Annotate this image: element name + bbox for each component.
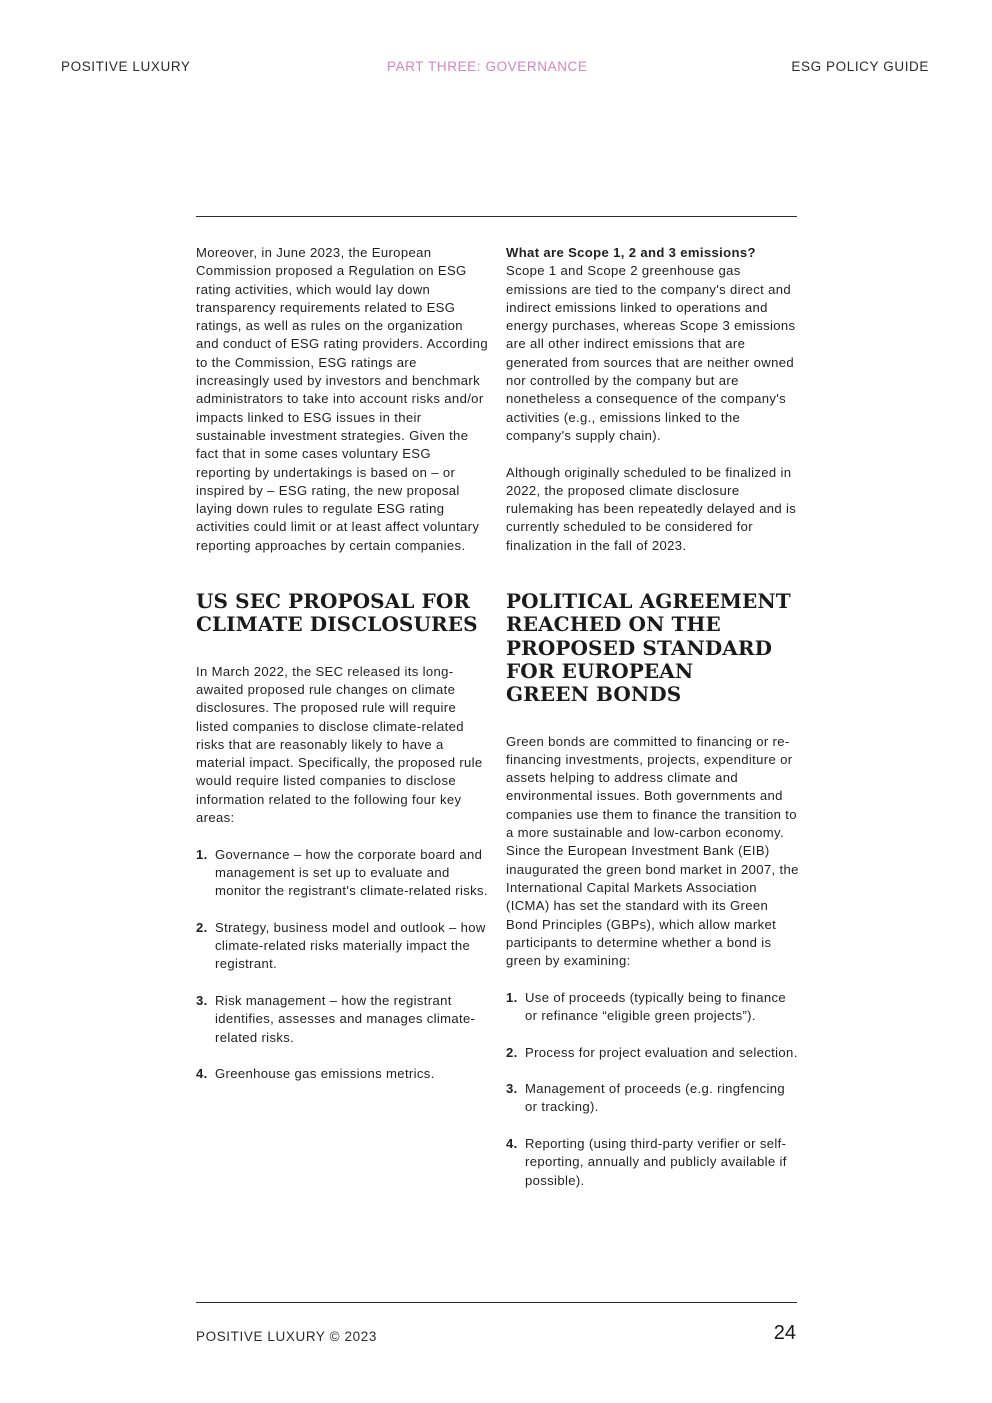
list-text: Risk management – how the registrant identifies, assesses and manages climate-related risks. — [215, 992, 476, 1045]
header-document-title: ESG POLICY GUIDE — [791, 59, 929, 74]
left-column — [196, 244, 488, 1102]
list-text: Process for project evaluation and selection. — [525, 1044, 798, 1060]
list-item — [196, 1065, 488, 1083]
page-number: 24 — [773, 1322, 796, 1344]
list-item — [506, 989, 800, 1026]
section-heading-green-bonds — [506, 590, 800, 706]
sec-section-paragraph: In March 2022, the SEC released its long-awaited proposed rule changes on climate disclosures. The proposed rule will require listed companies to disclose climate-related risks that are reasonably likely to have a material impact. Specifically, the proposed rule would require listed companies to disclose information related to the following four key areas: — [196, 663, 483, 826]
heading-line: POLITICAL AGREEMENT — [506, 589, 791, 614]
bottom-divider — [196, 1302, 797, 1303]
heading-line: FOR EUROPEAN — [506, 658, 694, 683]
list-item — [506, 1080, 800, 1117]
intro-paragraph: Moreover, in June 2023, the European Commission proposed a Regulation on ESG rating activities, which would lay down transparency requirements related to ESG ratings, as well as rules on the organization and conduct of ESG rating providers. According to the Commission, ESG ratings are increasingly used by investors and benchmark administrators to take into account risks and/or impacts linked to ESG issues in their sustainable investment strategies. Given the fact that in some cases voluntary ESG reporting by undertakings is based on – or inspired by – ESG rating, the new proposal laying down rules to regulate ESG rating activities could limit or at least affect voluntary reporting approaches by certain companies. — [196, 245, 488, 553]
heading-line: PROPOSED STANDARD — [506, 635, 773, 660]
list-item — [196, 919, 488, 974]
list-number: 3. — [196, 992, 208, 1008]
list-number: 1. — [196, 846, 208, 862]
section-heading-us-sec — [196, 590, 488, 637]
list-text: Greenhouse gas emissions metrics. — [215, 1066, 435, 1082]
top-divider — [196, 216, 797, 217]
right-column — [506, 244, 800, 1208]
header-section-title: PART THREE: GOVERNANCE — [387, 59, 588, 74]
list-number: 3. — [506, 1081, 518, 1097]
heading-line: US SEC PROPOSAL FOR — [196, 589, 471, 614]
header-brand: POSITIVE LUXURY — [61, 59, 191, 74]
list-item — [196, 846, 488, 901]
list-item — [506, 1135, 800, 1190]
heading-line: REACHED ON THE — [506, 612, 721, 637]
list-item — [506, 1044, 800, 1062]
list-text: Reporting (using third-party verifier or self-reporting, annually and publicly available if possible). — [525, 1136, 787, 1188]
list-number: 4. — [196, 1066, 208, 1082]
scope-question-title: What are Scope 1, 2 and 3 emissions? — [506, 245, 756, 260]
list-number: 1. — [506, 989, 518, 1005]
green-bond-principles-list — [506, 989, 800, 1190]
list-text: Management of proceeds (e.g. ringfencing or tracking). — [525, 1081, 786, 1115]
green-bonds-paragraph: Green bonds are committed to financing or re-financing investments, projects, expenditure or assets helping to address climate and environmental issues. Both governments and companies use them to finance the transition to a more sustainable and low-carbon economy. Since the European Investment Bank (EIB) inaugurated the green bond market in 2007, the International Capital Markets Association (ICMA) has set the standard with its Green Bond Principles (GBPs), which allow market participants to determine whether a bond is green by examining: — [506, 733, 799, 969]
list-text: Use of proceeds (typically being to finance or refinance “eligible green projects”). — [525, 989, 787, 1023]
heading-line: GREEN BONDS — [506, 682, 682, 707]
scope-question-body: Scope 1 and Scope 2 greenhouse gas emissions are tied to the company's direct and indirect emissions linked to operations and energy purchases, whereas Scope 3 emissions are all other indirect emissions that are generated from sources that are neither owned nor controlled by the company but are nonetheless a consequence of the company's activities (e.g., emissions linked to the company's supply chain). — [506, 263, 796, 443]
rulemaking-paragraph: Although originally scheduled to be finalized in 2022, the proposed climate disclosure rulemaking has been repeatedly delayed and is currently scheduled to be considered for finalization in the fall of 2023. — [506, 464, 797, 553]
list-text: Governance – how the corporate board and management is set up to evaluate and monitor the registrant's climate-related risks. — [215, 846, 488, 899]
scope-emissions-box — [506, 244, 800, 445]
list-text: Strategy, business model and outlook – how climate-related risks materially impact the registrant. — [215, 919, 486, 972]
sec-key-areas-list — [196, 846, 488, 1084]
footer-copyright: POSITIVE LUXURY © 2023 — [196, 1329, 377, 1344]
list-number: 2. — [196, 919, 208, 935]
list-item — [196, 992, 488, 1047]
list-number: 2. — [506, 1044, 518, 1060]
list-number: 4. — [506, 1136, 518, 1152]
heading-line: CLIMATE DISCLOSURES — [196, 612, 478, 637]
